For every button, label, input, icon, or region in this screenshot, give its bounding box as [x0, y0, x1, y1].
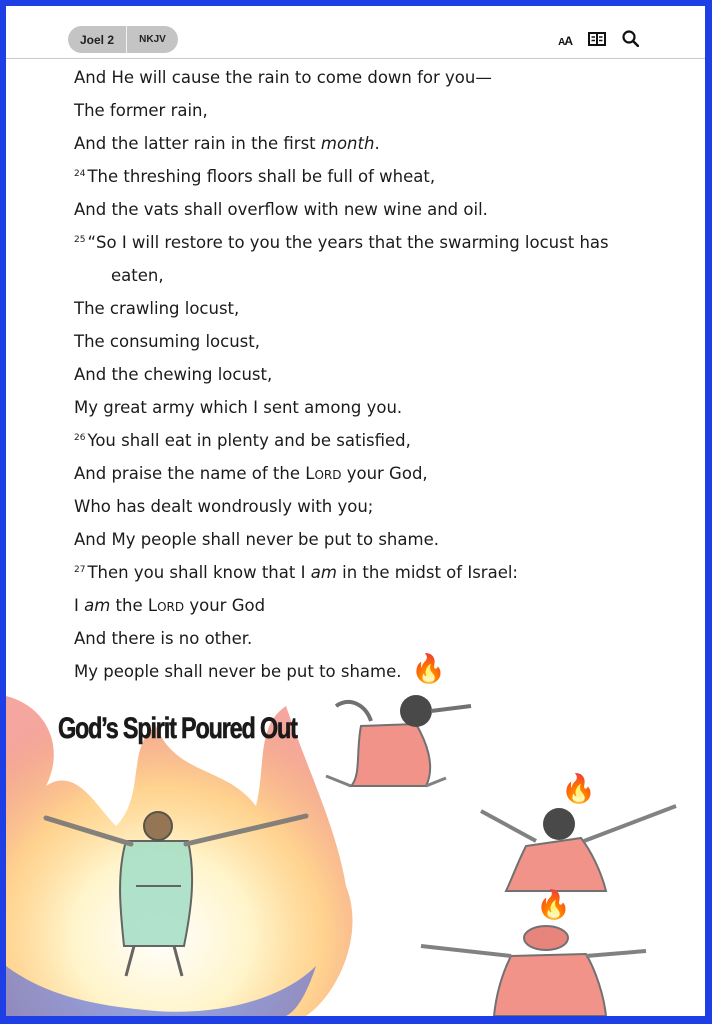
verse-text: And He will cause the rain to come down for you—: [74, 68, 492, 87]
verse-text: And praise the name of the: [74, 464, 306, 483]
verse-text: .: [374, 134, 380, 153]
verse-text: the: [110, 596, 148, 615]
book-chapter-button[interactable]: Joel 2: [79, 32, 115, 47]
passage-text: [74, 61, 685, 688]
text-size-icon[interactable]: AA: [558, 34, 572, 48]
verse-text: And My people shall never be put to shame.: [74, 530, 439, 549]
verse-line: [74, 655, 685, 688]
verse-text: Then you shall know that I: [87, 563, 311, 582]
verse-text: month: [320, 134, 375, 153]
verse-text: And the vats shall overflow with new wine and oil.: [74, 200, 488, 219]
verse-line: [74, 127, 685, 160]
flame-icon: 🔥: [561, 773, 596, 804]
verse-line: [74, 358, 685, 391]
verse-text: your God: [184, 596, 266, 615]
verse-line: [74, 457, 685, 490]
verse-text: am: [84, 596, 111, 615]
search-icon[interactable]: [622, 30, 639, 52]
version-button[interactable]: NKJV: [139, 34, 166, 45]
verse-line: [74, 622, 685, 655]
pink-figure-top: [326, 695, 471, 786]
verse-text: My great army which I sent among you.: [74, 398, 403, 417]
flame-icon: 🔥: [411, 653, 446, 684]
verse-text: And the latter rain in the first: [74, 134, 321, 153]
passage-selector[interactable]: [68, 26, 178, 53]
overlay-title: God’s Spirit Poured Out: [58, 712, 297, 745]
verse-line: [74, 589, 685, 622]
screen-frame: [6, 6, 705, 1016]
verse-text: And the chewing locust,: [74, 365, 273, 384]
verse-line: [74, 325, 685, 358]
verse-line: [74, 556, 685, 589]
verse-number[interactable]: 27: [74, 564, 86, 575]
verse-text: Lord: [147, 596, 185, 615]
header-actions: [558, 30, 639, 52]
verse-text: Lord: [305, 464, 342, 483]
verse-text: The threshing floors shall be full of wheat,: [87, 167, 436, 186]
verse-text: The former rain,: [74, 101, 208, 120]
verse-text: am: [310, 563, 337, 582]
verse-text: in the midst of Israel:: [336, 563, 518, 582]
verse-text: “So I will restore to you the years that the swarming locust has: [87, 233, 609, 252]
verse-number[interactable]: 25: [74, 234, 86, 245]
flame-icon: 🔥: [536, 889, 571, 920]
verse-line: [74, 61, 685, 94]
verse-line: [74, 391, 685, 424]
pink-figure-bottom: [421, 926, 646, 1016]
verse-text: Who has dealt wondrously with you;: [74, 497, 374, 516]
verse-line: [74, 94, 685, 127]
pink-figure-middle: [481, 806, 676, 891]
verse-number[interactable]: 24: [74, 168, 86, 179]
verse-number[interactable]: 26: [74, 432, 86, 443]
reader-header: [6, 6, 705, 59]
verse-text: And there is no other.: [74, 629, 253, 648]
verse-line: [74, 160, 685, 193]
verse-line: [74, 259, 685, 292]
verse-text: The consuming locust,: [74, 332, 260, 351]
verse-text: My people shall never be put to shame.: [74, 662, 402, 681]
verse-text: I: [74, 596, 85, 615]
verse-line: [74, 226, 685, 259]
book-icon[interactable]: [588, 32, 606, 51]
verse-text: your God,: [341, 464, 428, 483]
verse-line: [74, 523, 685, 556]
verse-text: You shall eat in plenty and be satisfied,: [87, 431, 411, 450]
verse-line: [74, 424, 685, 457]
verse-line: [74, 490, 685, 523]
verse-line: [74, 193, 685, 226]
verse-text: The crawling locust,: [74, 299, 240, 318]
verse-line: [74, 292, 685, 325]
verse-text: eaten,: [111, 266, 164, 285]
